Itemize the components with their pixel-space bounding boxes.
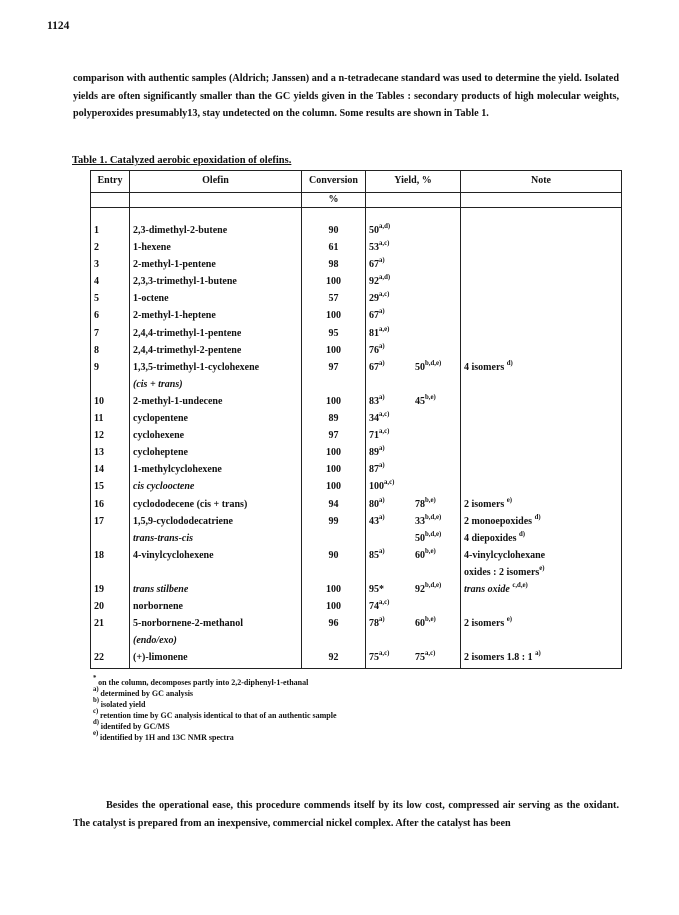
cell-yield: 92$^{a,d)}$ (366, 275, 461, 292)
header-conversion-unit: % (302, 193, 366, 208)
cell-conversion (302, 378, 366, 395)
cell-note (461, 275, 622, 292)
cell-entry: 7 (91, 327, 130, 344)
cell-conversion: 94 (302, 498, 366, 515)
cell-olefin: 1,3,5-trimethyl-1-cyclohexene (130, 361, 302, 378)
cell-olefin: (endo/exo) (130, 634, 302, 651)
cell-note: trans oxide $^{c,d,e)}$ (461, 583, 622, 600)
table-row (91, 480, 622, 497)
table-caption (72, 155, 291, 166)
footnote: $^{c)}$ retention time by GC analysis identical to that of an authentic sample (93, 708, 337, 720)
cell-olefin: 1,5,9-cyclododecatriene (130, 515, 302, 532)
cell-entry: 10 (91, 395, 130, 412)
cell-note: 4-vinylcyclohexane (461, 549, 622, 566)
cell-yield: 78$^{a)}$ 60$^{b,e)}$ (366, 617, 461, 634)
cell-note: 2 isomers $^{e)}$ (461, 498, 622, 515)
cell-entry: 8 (91, 344, 130, 361)
cell-yield: 89$^{a)}$ (366, 446, 461, 463)
cell-olefin (130, 566, 302, 583)
cell-yield: 71$^{a,c)}$ (366, 429, 461, 446)
cell-conversion: 100 (302, 344, 366, 361)
cell-olefin: norbornene (130, 600, 302, 617)
table-row (91, 378, 622, 395)
cell-note: 4 diepoxides $^{d)}$ (461, 532, 622, 549)
cell-note (461, 258, 622, 275)
footnote: * on the column, decomposes partly into 2,2-diphenyl-1-ethanal (93, 675, 309, 687)
table-row (91, 309, 622, 326)
cell-yield: 95* 92$^{b,d,e)}$ (366, 583, 461, 600)
header-yield: Yield, % (366, 171, 461, 193)
cell-entry: 3 (91, 258, 130, 275)
cell-conversion (302, 566, 366, 583)
cell-entry: 4 (91, 275, 130, 292)
header-entry: Entry (91, 171, 130, 193)
cell-olefin: cycloheptene (130, 446, 302, 463)
table-row (91, 463, 622, 480)
cell-entry (91, 634, 130, 651)
header-note: Note (461, 171, 622, 193)
cell-conversion: 100 (302, 395, 366, 412)
cell-olefin: 2,4,4-trimethyl-1-pentene (130, 327, 302, 344)
cell-note (461, 412, 622, 429)
table-row (91, 583, 622, 600)
cell-yield (366, 566, 461, 583)
cell-entry: 14 (91, 463, 130, 480)
cell-conversion: 100 (302, 309, 366, 326)
cell-olefin: cyclohexene (130, 429, 302, 446)
cell-yield: 81$^{a,e)}$ (366, 327, 461, 344)
cell-note (461, 446, 622, 463)
cell-note: oxides : 2 isomers$^{e)}$ (461, 566, 622, 583)
cell-entry: 20 (91, 600, 130, 617)
cell-yield: 50$^{b,d,e)}$ (366, 532, 461, 549)
table-row (91, 532, 622, 549)
cell-conversion: 92 (302, 651, 366, 669)
cell-note (461, 429, 622, 446)
cell-yield: 100$^{a,c)}$ (366, 480, 461, 497)
cell-yield: 85$^{a)}$ 60$^{b,e)}$ (366, 549, 461, 566)
cell-note (461, 480, 622, 497)
cell-note (461, 292, 622, 309)
intro-paragraph: comparison with authentic samples (Aldrich; Janssen) and a n-tetradecane standard was used to determine the yield. Isolated yields are often significantly smaller than the GC yields given in the Tables : secondary products of high molecular weights, polyperoxides presumably13, stay undetected on the column. Some results are shown in Table 1. (73, 73, 619, 119)
cell-note (461, 344, 622, 361)
table-row (91, 258, 622, 275)
table-row (91, 549, 622, 566)
cell-entry: 9 (91, 361, 130, 378)
footnote: $^{a)}$ determined by GC analysis (93, 686, 194, 698)
cell-entry: 6 (91, 309, 130, 326)
table-row (91, 412, 622, 429)
cell-yield: 87$^{a)}$ (366, 463, 461, 480)
cell-conversion: 100 (302, 583, 366, 600)
footnote: $^{d)}$ identifed by GC/MS (93, 719, 170, 731)
table-row (91, 275, 622, 292)
table-row (91, 566, 622, 583)
cell-conversion: 100 (302, 600, 366, 617)
footnote: $^{b)}$ isolated yield (93, 697, 146, 709)
cell-entry (91, 566, 130, 583)
cell-yield (366, 634, 461, 651)
table-row (91, 395, 622, 412)
cell-note: 2 monoepoxides $^{d)}$ (461, 515, 622, 532)
cell-conversion: 99 (302, 515, 366, 532)
cell-entry: 12 (91, 429, 130, 446)
table-row (91, 344, 622, 361)
cell-olefin: cyclopentene (130, 412, 302, 429)
cell-entry: 18 (91, 549, 130, 566)
cell-yield: 67$^{a)}$ 50$^{b,d,e)}$ (366, 361, 461, 378)
results-table (90, 170, 622, 669)
cell-entry: 16 (91, 498, 130, 515)
table-row (91, 515, 622, 532)
cell-conversion: 100 (302, 480, 366, 497)
cell-entry: 2 (91, 241, 130, 258)
cell-note (461, 309, 622, 326)
table-row (91, 292, 622, 309)
cell-olefin: 2,3-dimethyl-2-butene (130, 224, 302, 241)
cell-note (461, 395, 622, 412)
cell-note: 2 isomers 1.8 : 1 $^{a)}$ (461, 651, 622, 669)
cell-conversion (302, 532, 366, 549)
cell-olefin: 4-vinylcyclohexene (130, 549, 302, 566)
cell-yield: 53$^{a,c)}$ (366, 241, 461, 258)
cell-olefin: trans stilbene (130, 583, 302, 600)
cell-yield: 74$^{a,c)}$ (366, 600, 461, 617)
cell-note (461, 463, 622, 480)
closing-paragraph: Besides the operational ease, this procedure commends itself by its low cost, compressed air serving as the oxidant. The catalyst is prepared from an inexpensive, commercial nickel complex. After the catalyst has been (73, 800, 619, 829)
cell-conversion: 96 (302, 617, 366, 634)
cell-yield: 29$^{a,c)}$ (366, 292, 461, 309)
cell-conversion: 97 (302, 361, 366, 378)
table-row (91, 446, 622, 463)
table-row (91, 600, 622, 617)
cell-note: 4 isomers $^{d)}$ (461, 361, 622, 378)
cell-entry: 17 (91, 515, 130, 532)
cell-olefin: 1-methylcyclohexene (130, 463, 302, 480)
cell-entry: 11 (91, 412, 130, 429)
cell-olefin: 1-octene (130, 292, 302, 309)
table-row (91, 361, 622, 378)
cell-conversion: 100 (302, 463, 366, 480)
cell-note (461, 241, 622, 258)
cell-olefin: 2-methyl-1-heptene (130, 309, 302, 326)
cell-olefin: cyclododecene (cis + trans) (130, 498, 302, 515)
cell-note (461, 600, 622, 617)
cell-yield: 80$^{a)}$ 78$^{b,e)}$ (366, 498, 461, 515)
cell-entry (91, 532, 130, 549)
table-row (91, 617, 622, 634)
cell-olefin: 2-methyl-1-pentene (130, 258, 302, 275)
header-olefin: Olefin (130, 171, 302, 193)
cell-yield: 34$^{a,c)}$ (366, 412, 461, 429)
cell-olefin: 2-methyl-1-undecene (130, 395, 302, 412)
cell-conversion: 89 (302, 412, 366, 429)
cell-yield: 67$^{a)}$ (366, 309, 461, 326)
table-row (91, 651, 622, 669)
cell-olefin: 2,3,3-trimethyl-1-butene (130, 275, 302, 292)
cell-note (461, 327, 622, 344)
cell-entry: 19 (91, 583, 130, 600)
cell-entry: 5 (91, 292, 130, 309)
cell-conversion: 61 (302, 241, 366, 258)
cell-yield: 43$^{a)}$ 33$^{b,d,e)}$ (366, 515, 461, 532)
cell-olefin: cis cyclooctene (130, 480, 302, 497)
table-row (91, 429, 622, 446)
cell-conversion: 98 (302, 258, 366, 275)
cell-yield: 50$^{a,d)}$ (366, 224, 461, 241)
cell-yield: 67$^{a)}$ (366, 258, 461, 275)
cell-note (461, 634, 622, 651)
table-row (91, 634, 622, 651)
table-row (91, 498, 622, 515)
cell-olefin: trans-trans-cis (130, 532, 302, 549)
cell-entry: 15 (91, 480, 130, 497)
cell-yield: 75$^{a,c)}$ 75$^{a,c)}$ (366, 651, 461, 669)
cell-conversion: 90 (302, 224, 366, 241)
cell-entry (91, 378, 130, 395)
table-row (91, 224, 622, 241)
cell-olefin: (cis + trans) (130, 378, 302, 395)
cell-entry: 22 (91, 651, 130, 669)
cell-olefin: (+)-limonene (130, 651, 302, 669)
cell-yield: 83$^{a)}$ 45$^{b,e)}$ (366, 395, 461, 412)
cell-olefin: 5-norbornene-2-methanol (130, 617, 302, 634)
cell-conversion: 100 (302, 446, 366, 463)
cell-entry: 21 (91, 617, 130, 634)
header-conversion: Conversion (302, 171, 366, 193)
cell-conversion: 97 (302, 429, 366, 446)
cell-note (461, 224, 622, 241)
cell-conversion: 57 (302, 292, 366, 309)
cell-conversion: 100 (302, 275, 366, 292)
cell-entry: 1 (91, 224, 130, 241)
table-caption-text: Table 1. Catalyzed aerobic epoxidation of olefins. (72, 155, 292, 166)
cell-note: 2 isomers $^{e)}$ (461, 617, 622, 634)
cell-yield: 76$^{a)}$ (366, 344, 461, 361)
table-row (91, 241, 622, 258)
cell-yield (366, 378, 461, 395)
cell-entry: 13 (91, 446, 130, 463)
footnote: $^{e)}$ identified by 1H and 13C NMR spectra (93, 730, 234, 742)
cell-conversion: 95 (302, 327, 366, 344)
cell-olefin: 2,4,4-trimethyl-2-pentene (130, 344, 302, 361)
table-row (91, 327, 622, 344)
cell-note (461, 378, 622, 395)
page-number: 1124 (47, 20, 70, 32)
cell-conversion: 90 (302, 549, 366, 566)
cell-olefin: 1-hexene (130, 241, 302, 258)
cell-conversion (302, 634, 366, 651)
